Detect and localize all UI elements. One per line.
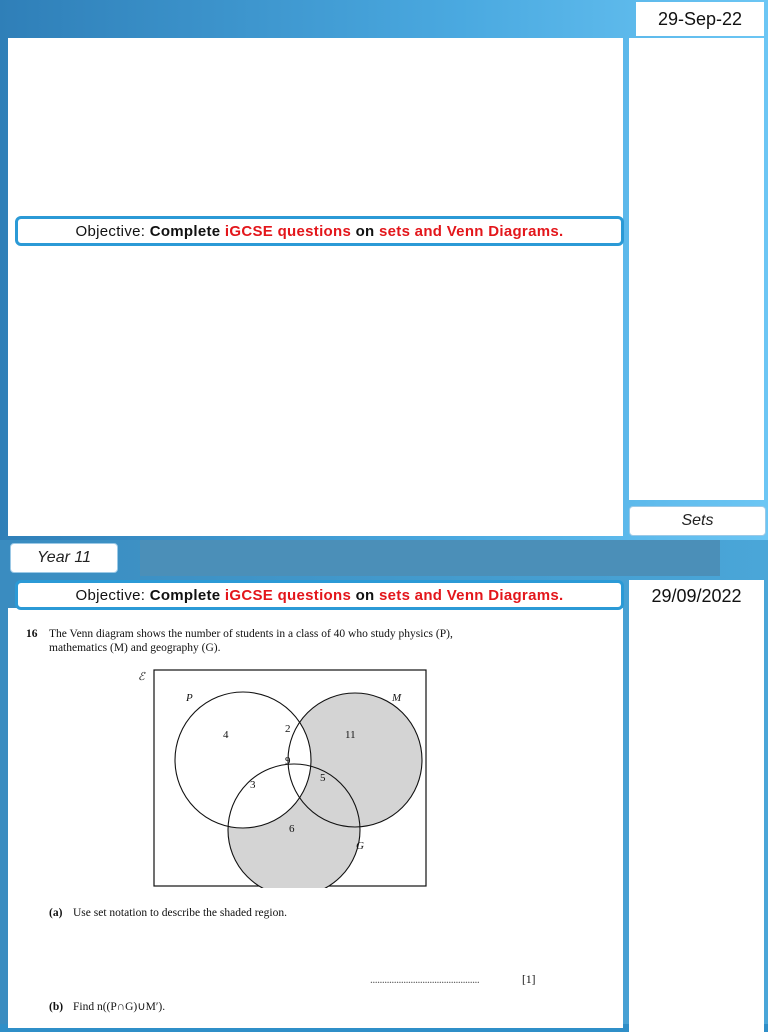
objective-banner xyxy=(15,580,624,610)
part-a-text: Use set notation to describe the shaded region. xyxy=(73,907,287,919)
topic-label: Sets xyxy=(629,506,766,536)
region-m-only: 11 xyxy=(345,729,356,741)
answer-line: .............................................. xyxy=(370,974,480,986)
objective-highlight: iGCSE questions xyxy=(224,222,352,240)
objective-prefix: Objective: xyxy=(75,222,146,240)
set-label-p: P xyxy=(186,692,193,704)
objective-highlight: sets and Venn Diagrams. xyxy=(378,586,564,604)
mark-allocation: [1] xyxy=(522,974,536,986)
part-b-label: (b) xyxy=(49,1001,64,1013)
question-number: 16 xyxy=(26,628,38,640)
year-label: Year 11 xyxy=(10,543,118,573)
question-text-line-1: The Venn diagram shows the number of students in a class of 40 who study physics (P), xyxy=(49,628,453,640)
region-p-m-g: 9 xyxy=(285,755,291,767)
region-g-only: 6 xyxy=(289,823,295,835)
question-text-line-2: mathematics (M) and geography (G). xyxy=(49,642,221,654)
objective-word: on xyxy=(355,586,375,604)
objective-prefix: Objective: xyxy=(75,586,146,604)
venn-diagram xyxy=(130,664,430,888)
set-label-g: G xyxy=(356,840,364,852)
region-p-g: 3 xyxy=(250,779,256,791)
objective-word: on xyxy=(355,222,375,240)
side-panel xyxy=(629,612,764,1032)
header-band xyxy=(140,540,720,576)
part-b-text: Find n((P∩G)∪M′). xyxy=(73,1001,166,1013)
objective-banner xyxy=(15,216,624,246)
date-box: 29-Sep-22 xyxy=(636,2,764,36)
set-label-m: M xyxy=(392,692,402,704)
objective-highlight: iGCSE questions xyxy=(224,586,352,604)
region-m-g: 5 xyxy=(320,772,326,784)
main-content-area xyxy=(8,38,623,536)
region-p-only: 4 xyxy=(223,729,229,741)
objective-highlight: sets and Venn Diagrams. xyxy=(378,222,564,240)
region-p-m: 2 xyxy=(285,723,291,735)
objective-word: Complete xyxy=(149,586,221,604)
slide-2 xyxy=(0,540,768,1024)
date-box: 29/09/2022 xyxy=(629,580,764,612)
universal-label: ℰ xyxy=(138,671,145,683)
objective-word: Complete xyxy=(149,222,221,240)
side-panel xyxy=(629,38,764,500)
part-a-label: (a) xyxy=(49,907,63,919)
